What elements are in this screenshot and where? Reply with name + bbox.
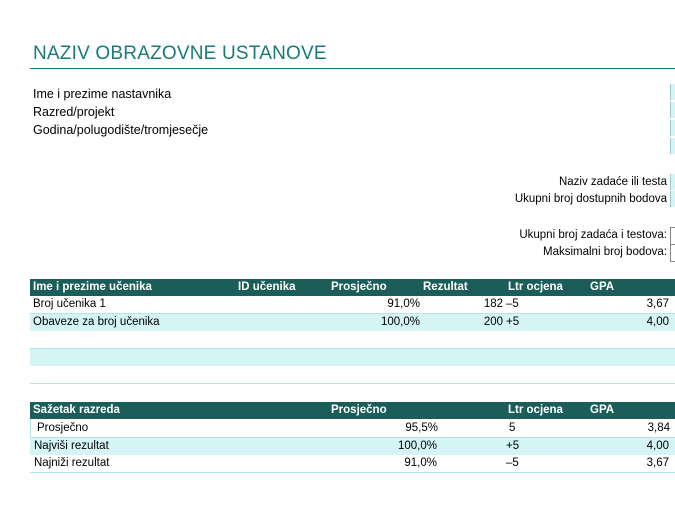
max-points-value: [670, 244, 675, 262]
summary-row[interactable]: [30, 455, 675, 473]
summary-row[interactable]: [30, 438, 675, 455]
table-row[interactable]: [30, 296, 675, 314]
teacher-input-cell[interactable]: [670, 84, 675, 100]
col-summary-average: Prosječno: [331, 404, 387, 416]
col-score[interactable]: Rezultat: [423, 281, 468, 293]
page-title: NAZIV OBRAZOVNE USTANOVE: [33, 43, 327, 64]
student-score: 200: [483, 316, 503, 328]
summary-average: 100,0%: [397, 440, 437, 452]
period-input-cell[interactable]: [670, 120, 675, 136]
student-average: 100,0%: [380, 316, 420, 328]
period[interactable]: Godina/polugodište/tromjesečje: [33, 123, 209, 137]
title-divider: [30, 68, 675, 69]
table-row[interactable]: [30, 314, 675, 331]
summary-table-header: [30, 402, 675, 419]
total-points-input[interactable]: [670, 191, 675, 207]
col-letter-grade[interactable]: Ltr ocjena: [508, 281, 563, 293]
summary-letter-grade: 5: [509, 422, 516, 434]
table-row-empty[interactable]: [30, 349, 675, 366]
col-student-name[interactable]: Ime i prezime učenika: [33, 281, 152, 293]
student-score: 182: [483, 298, 503, 310]
summary-letter-grade: –5: [506, 457, 519, 469]
col-student-id[interactable]: ID učenika: [238, 281, 296, 293]
summary-label: Prosječno: [37, 422, 89, 434]
student-gpa: 4,00: [646, 316, 669, 328]
summary-row[interactable]: [30, 420, 675, 438]
student-letter-grade: +5: [506, 316, 520, 328]
table-row-empty[interactable]: [30, 331, 675, 349]
summary-letter-grade: +5: [506, 440, 520, 452]
max-points-label: Maksimalni broj bodova:: [542, 246, 667, 258]
student-gpa: 3,67: [646, 298, 669, 310]
class-input-cell[interactable]: [670, 102, 675, 118]
assignment-name-input[interactable]: [670, 174, 675, 190]
teacher-name[interactable]: Ime i prezime nastavnika: [33, 87, 172, 101]
summary-gpa: 3,67: [646, 457, 669, 469]
total-points-label: Ukupni broj dostupnih bodova: [514, 193, 667, 205]
extra-input-cell[interactable]: [670, 138, 675, 154]
assignment-name-label: Naziv zadaće ili testa: [558, 176, 667, 188]
summary-average: 91,0%: [404, 457, 437, 469]
student-letter-grade: –5: [506, 298, 519, 310]
col-average[interactable]: Prosječno: [331, 281, 387, 293]
student-name: Broj učenika 1: [33, 298, 106, 310]
student-table-header: [30, 279, 675, 296]
col-gpa[interactable]: GPA: [590, 281, 615, 293]
student-average: 91,0%: [387, 298, 420, 310]
summary-label: Najniži rezultat: [34, 457, 110, 469]
col-summary: Sažetak razreda: [33, 404, 120, 416]
summary-gpa: 4,00: [646, 440, 669, 452]
total-assignments-label: Ukupni broj zadaća i testova:: [519, 229, 667, 241]
total-assignments-value: [670, 227, 675, 245]
summary-label: Najviši rezultat: [34, 440, 109, 452]
student-name: Obaveze za broj učenika: [33, 316, 160, 328]
table-row-empty[interactable]: [30, 366, 675, 384]
class-project[interactable]: Razred/projekt: [33, 105, 115, 119]
summary-gpa: 3,84: [647, 422, 670, 434]
col-summary-letter-grade: Ltr ocjena: [508, 404, 563, 416]
summary-average: 95,5%: [405, 422, 438, 434]
col-summary-gpa: GPA: [590, 404, 615, 416]
